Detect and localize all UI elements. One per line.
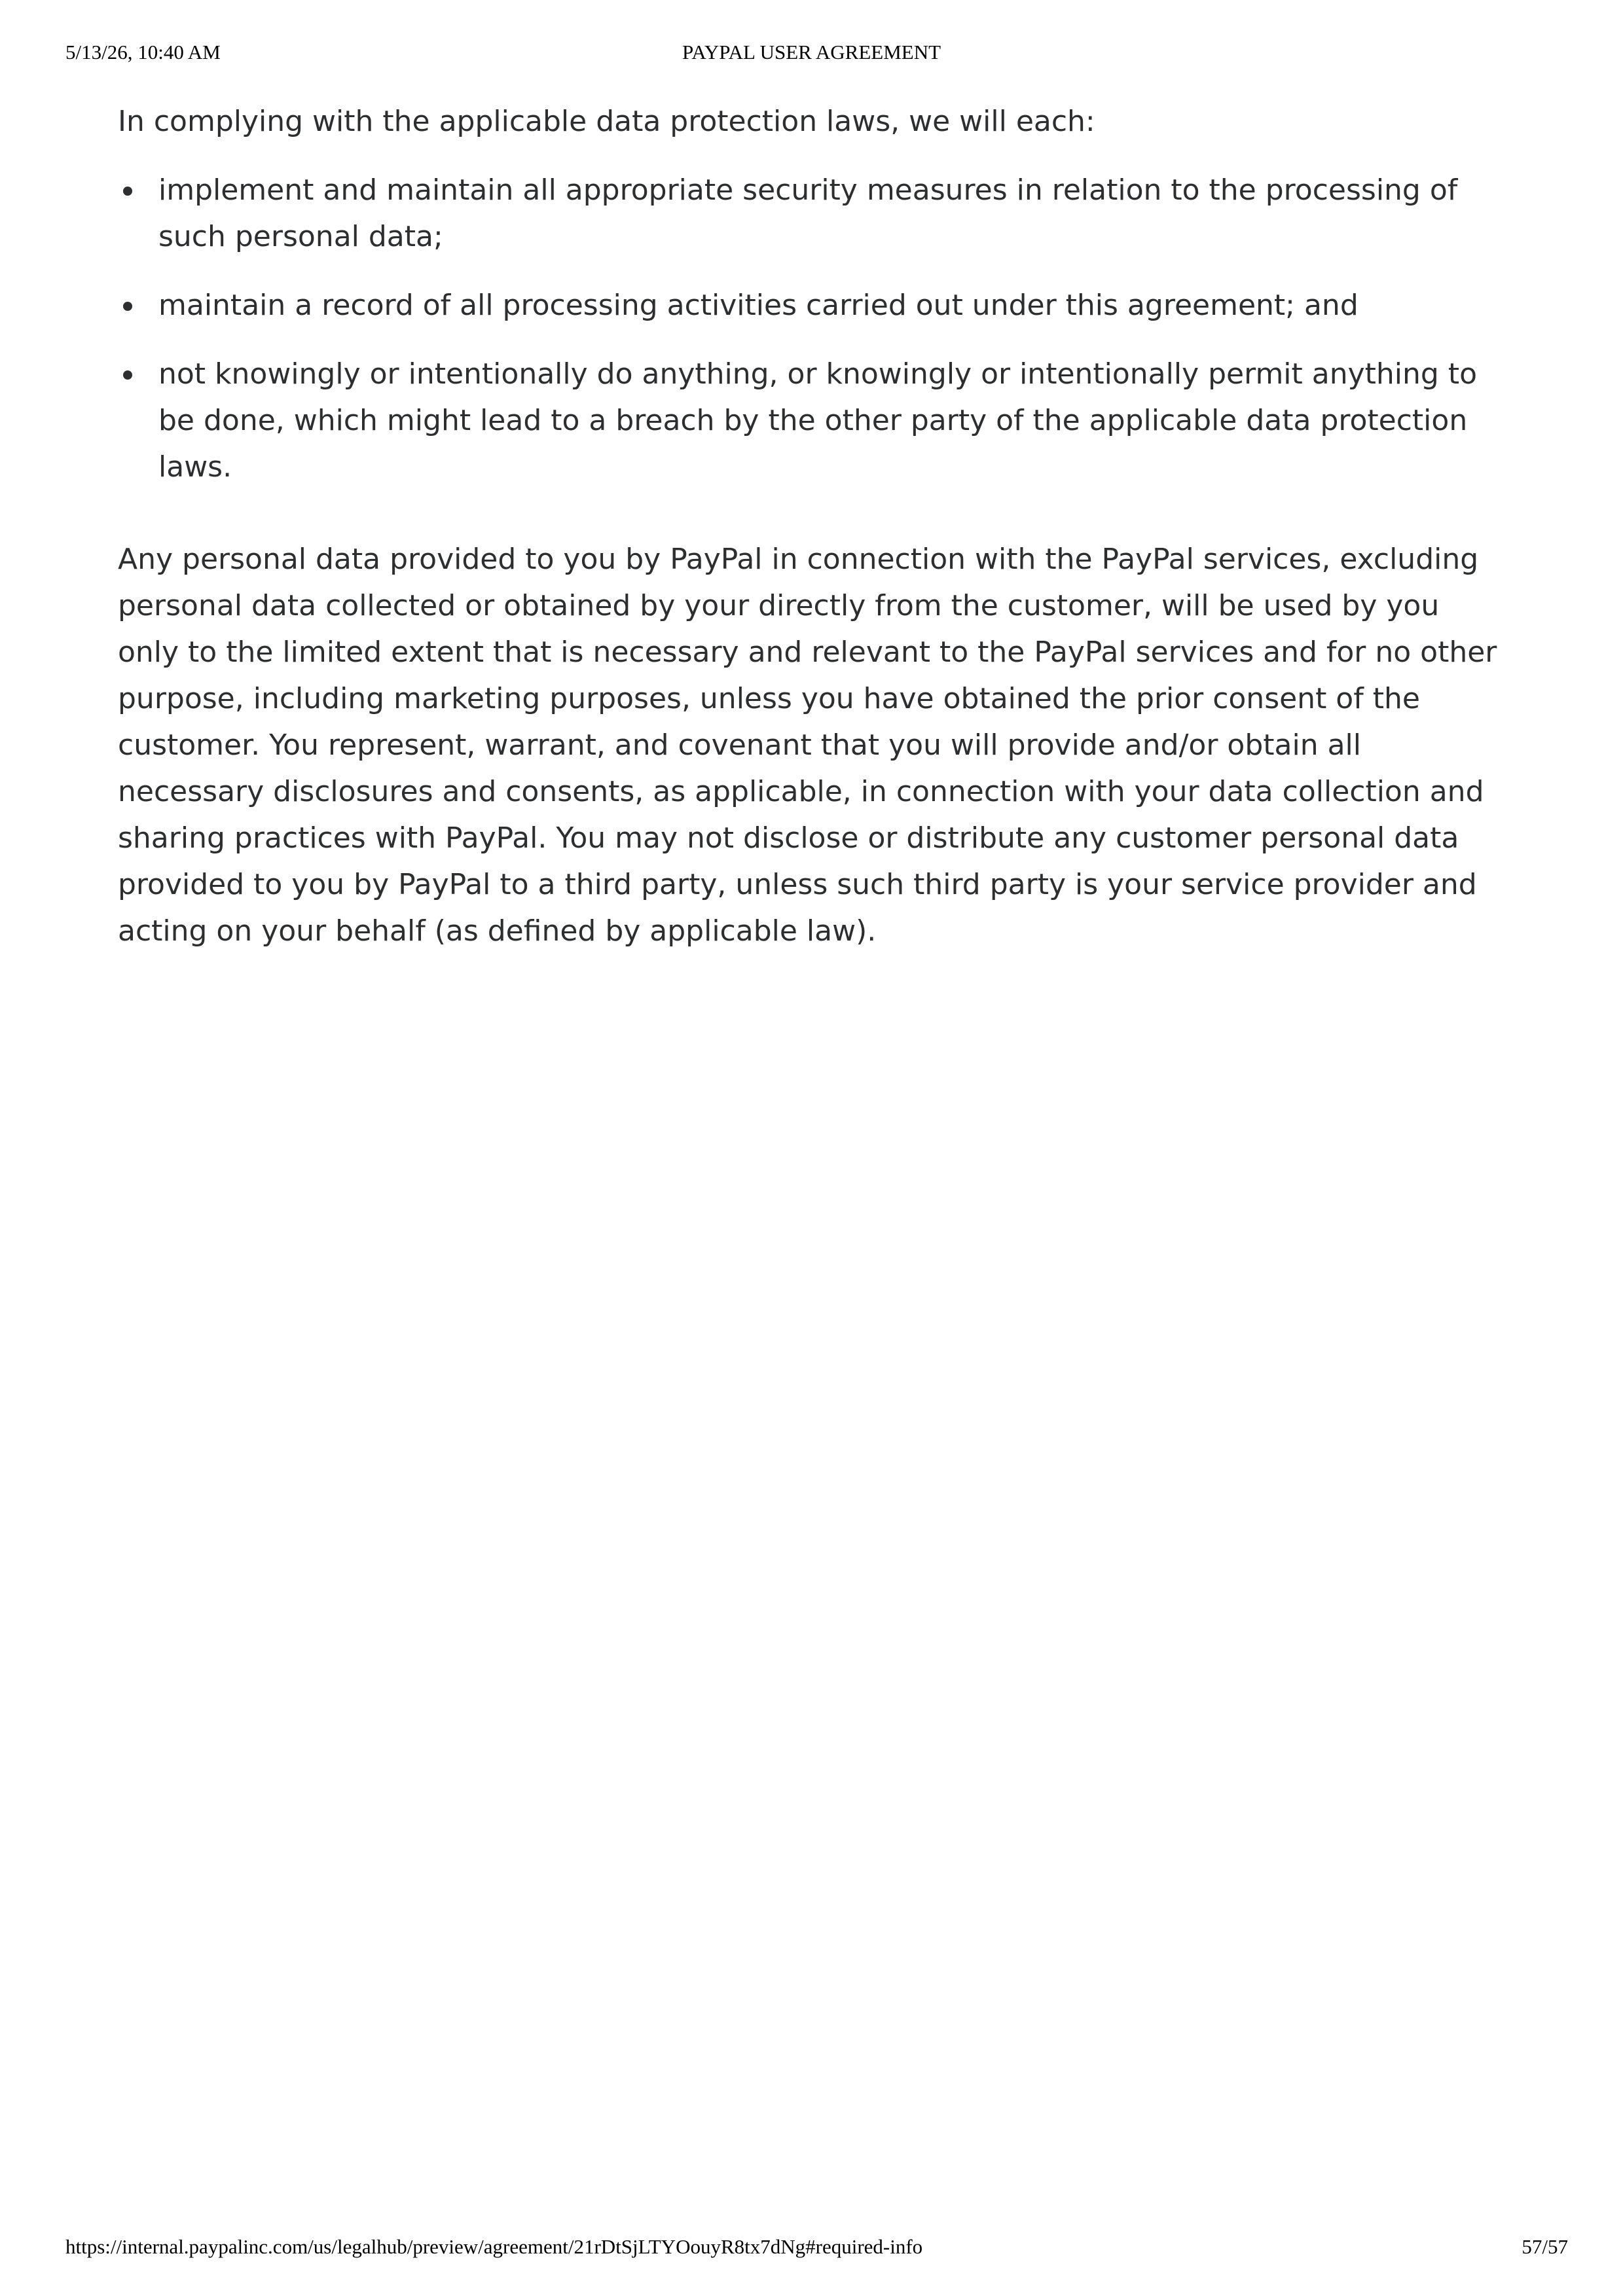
list-item: not knowingly or intentionally do anything, or knowingly or intentionally permit anything to be done, which might lead to a breach by the other party of the applicable data protection laws. [118,351,1506,490]
print-datetime: 5/13/26, 10:40 AM [65,41,221,63]
agreement-content [118,98,1506,954]
personal-data-paragraph: Any personal data provided to you by PayPal in connection with the PayPal services, excluding personal data collected or obtained by your directly from the customer, will be used by you only to the limited extent that is necessary and relevant to the PayPal services and for no other purpose, including marketing purposes, unless you have obtained the prior consent of the customer. You represent, warrant, and covenant that you will provide and/or obtain all necessary disclosures and consents, as applicable, in connection with your data collection and sharing practices with PayPal. You may not disclose or distribute any customer personal data provided to you by PayPal to a third party, unless such third party is your service provider and acting on your behalf (as defined by applicable law). [118,543,1497,948]
obligations-list [118,167,1506,490]
list-item: maintain a record of all processing activities carried out under this agreement; and [118,282,1506,329]
page-number: 57/57 [1522,2235,1568,2258]
list-item: implement and maintain all appropriate security measures in relation to the processing of such personal data; [118,167,1506,260]
print-url: https://internal.paypalinc.com/us/legalhub/preview/agreement/21rDtSjLTYOouyR8tx7dNg#required-info [65,2235,923,2258]
print-page-title: PAYPAL USER AGREEMENT [682,41,941,63]
intro-text: In complying with the applicable data protection laws, we will each: [118,105,1095,138]
